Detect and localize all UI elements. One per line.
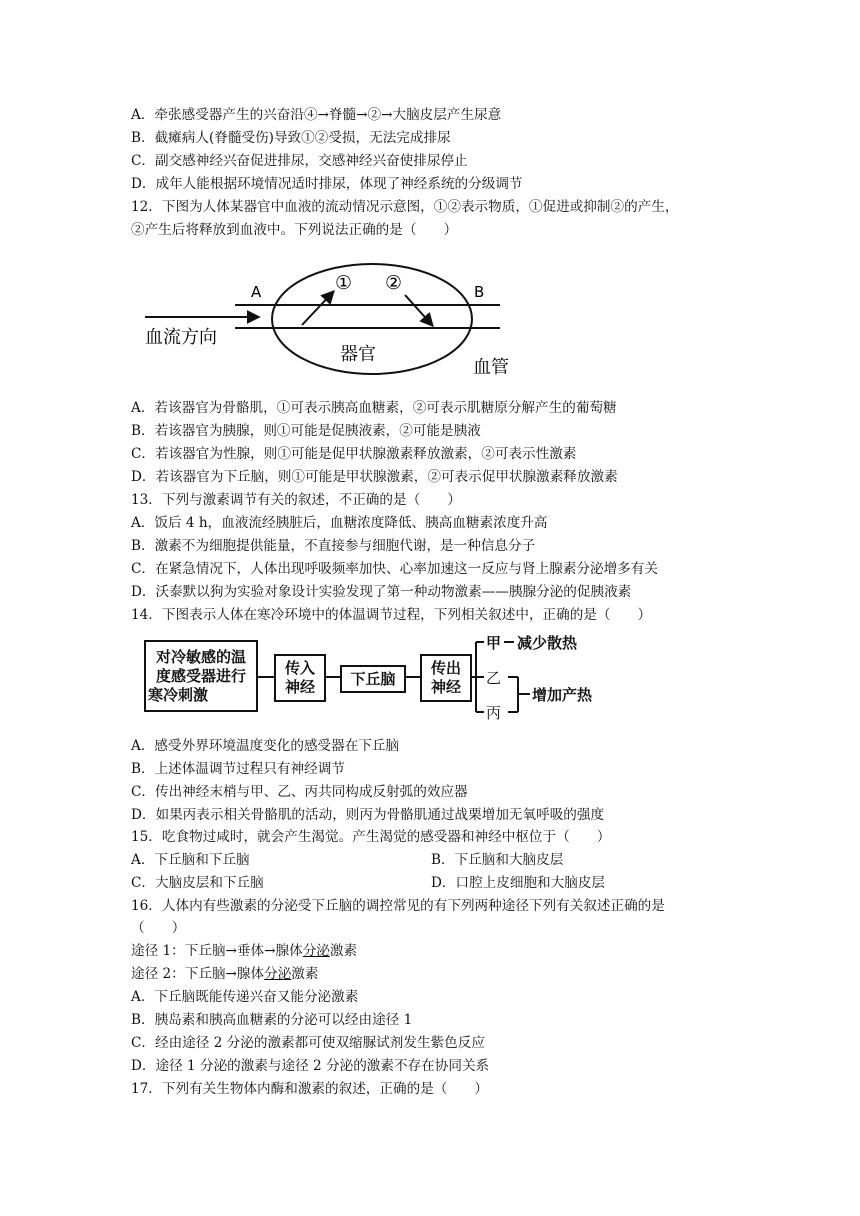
q16-option-b: B．胰岛素和胰高血糖素的分泌可以经由途径 1 — [131, 1012, 413, 1028]
q12-option-a: A．若该器官为骨骼肌，①可表示胰高血糖素，②可表示肌糖原分解产生的葡萄糖 — [131, 400, 617, 416]
q16-option-c: C．经由途径 2 分泌的激素都可使双缩脲试剂发生紫色反应 — [131, 1035, 485, 1051]
afferent-line1: 传入 — [284, 659, 315, 677]
organ-label: 器官 — [340, 344, 376, 365]
q15-option-d: D．口腔上皮细胞和大脑皮层 — [431, 875, 606, 891]
q11-option-d: D．成年人能根据环境情况适时排尿，体现了神经系统的分级调节 — [131, 176, 523, 192]
q13-option-d: D．沃泰默以狗为实验对象设计实验发现了第一种动物激素——胰腺分泌的促胰液素 — [131, 584, 632, 600]
q14-option-b: B．上述体温调节过程只有神经调节 — [131, 761, 345, 777]
q12-option-c: C．若该器官为性腺，则①可能是促甲状腺激素释放激素，②可表示性激素 — [131, 446, 577, 462]
increase-heat-label: 增加产热 — [532, 686, 593, 704]
efferent-line1: 传出 — [430, 659, 461, 677]
receptor-line2: 度感受器进行 — [155, 666, 246, 685]
q16-stem-line1: 16．人体内有些激素的分泌受下丘脑的调控常见的有下列两种途径下列有关叙述正确的是 — [131, 898, 665, 914]
q11-option-a: A．牵张感受器产生的兴奋沿④→脊髓→②→大脑皮层产生尿意 — [131, 107, 502, 123]
substance-2-arrow — [405, 295, 432, 325]
q16-option-d: D．途径 1 分泌的激素与途径 2 分泌的激素不存在协同关系 — [131, 1058, 490, 1074]
q16-path2 — [131, 964, 318, 984]
substance-1-arrow — [302, 292, 333, 325]
label-b: B — [474, 283, 485, 301]
receptor-line1: 对冷敏感的温 — [155, 647, 246, 666]
q13-option-b: B．激素不为细胞提供能量，不直接参与细胞代谢，是一种信息分子 — [131, 538, 536, 554]
afferent-nerve-box — [274, 654, 326, 702]
q15-option-a: A．下丘脑和下丘脑 — [131, 852, 250, 868]
hypothalamus-box — [340, 665, 406, 693]
effector-jia: 甲 — [486, 634, 502, 652]
mark-2: ② — [385, 272, 403, 294]
q16-path1-prefix: 途径 1：下丘脑→垂体→腺体 — [131, 943, 303, 959]
q14-option-d: D．如果丙表示相关骨骼肌的活动，则丙为骨骼肌通过战栗增加无氧呼吸的强度 — [131, 807, 605, 823]
q13-option-c: C．在紧急情况下，人体出现呼吸频率加快、心率加速这一反应与肾上腺素分泌增多有关 — [131, 561, 658, 577]
q16-path2-suffix: 激素 — [291, 966, 319, 982]
hypothalamus-label: 下丘脑 — [350, 669, 396, 688]
q16-option-a: A．下丘脑既能传递兴奋又能分泌激素 — [131, 989, 359, 1005]
q16-stem-line2: （ ） — [131, 920, 186, 936]
q15-option-b: B．下丘脑和大脑皮层 — [431, 852, 564, 868]
q16-path1-suffix: 激素 — [329, 943, 358, 959]
q13-option-a: A．饭后 4 h，血液流经胰脏后，血糖浓度降低、胰高血糖素浓度升高 — [131, 515, 548, 531]
q11-option-c: C．副交感神经兴奋促进排尿，交感神经兴奋使排尿停止 — [131, 153, 468, 169]
q14-option-c: C．传出神经末梢与甲、乙、丙共同构成反射弧的效应器 — [131, 784, 468, 800]
q14-stem: 14．下图表示人体在寒冷环境中的体温调节过程，下列相关叙述中，正确的是（ ） — [131, 607, 652, 623]
q16-path2-underlined: 分泌 — [264, 966, 292, 982]
effector-bing: 丙 — [486, 704, 502, 722]
q12-stem-line1: 12．下图为人体某器官中血液的流动情况示意图，①②表示物质，①促进或抑制②的产生， — [131, 199, 679, 215]
afferent-line2: 神经 — [284, 678, 315, 696]
q15-option-c: C．大脑皮层和下丘脑 — [131, 875, 264, 891]
q16-path2-prefix: 途径 2：下丘脑→腺体 — [131, 966, 265, 982]
receptor-line3: 寒冷刺激 — [148, 685, 209, 704]
receptor-box — [144, 640, 258, 712]
q16-path1-underlined: 分泌 — [302, 943, 330, 959]
q14-option-a: A．感受外界环境温度变化的感受器在下丘脑 — [131, 738, 400, 754]
q16-path1 — [131, 941, 357, 961]
q12-option-d: D．若该器官为下丘脑，则①可能是甲状腺激素，②可表示促甲状腺激素释放激素 — [131, 469, 618, 485]
reduce-heat-label: 减少散热 — [517, 634, 578, 652]
q15-stem: 15．吃食物过咸时，就会产生渴觉。产生渴觉的感受器和神经中枢位于（ ） — [131, 829, 611, 845]
q17-stem: 17．下列有关生物体内酶和激素的叙述，正确的是（ ） — [131, 1081, 489, 1097]
q14-thermoregulation-diagram — [140, 630, 620, 725]
q12-option-b: B．若该器官为胰腺，则①可能是促胰液素，②可能是胰液 — [131, 423, 481, 439]
efferent-nerve-box — [420, 654, 472, 702]
efferent-line2: 神经 — [430, 678, 461, 696]
q13-stem: 13．下列与激素调节有关的叙述，不正确的是（ ） — [131, 492, 461, 508]
blood-flow-label: 血流方向 — [145, 327, 217, 348]
effector-yi: 乙 — [486, 669, 502, 687]
label-a: A — [251, 283, 262, 301]
vessel-label: 血管 — [473, 357, 509, 378]
q12-organ-diagram — [140, 255, 520, 390]
q12-stem-line2: ②产生后将释放到血液中。下列说法正确的是（ ） — [131, 222, 458, 238]
q11-option-b: B．截瘫病人(脊髓受伤)导致①②受损，无法完成排尿 — [131, 130, 451, 146]
mark-1: ① — [335, 272, 353, 294]
